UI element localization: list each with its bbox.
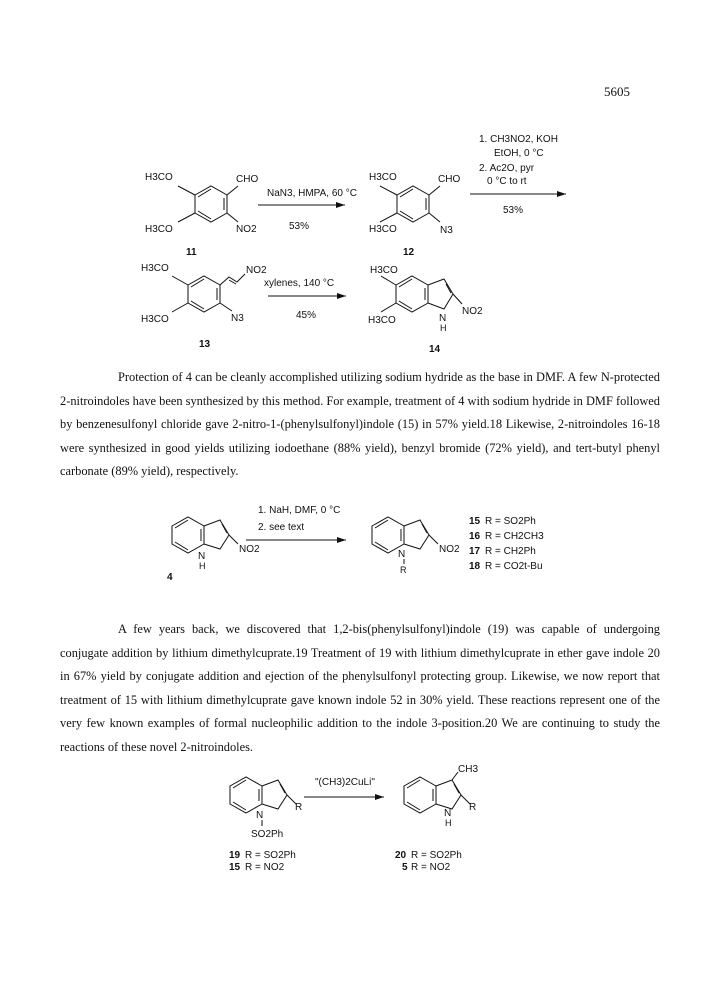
svg-text:R = CO2t-Bu: R = CO2t-Bu: [485, 561, 543, 572]
reagent-text: 2. see text: [258, 522, 305, 533]
reagent-text: 2. Ac2O, pyr: [479, 163, 535, 174]
svg-text:17: 17: [469, 546, 481, 557]
n3-label: N3: [440, 225, 453, 236]
benzene-ring-12: [397, 186, 429, 222]
paragraph-cuprate: A few years back, we discovered that 1,2-bis(phenylsulfonyl)indole (19) was capable of undergoing conjugate addition by lithium dimethylcuprate.19 Treatment of 19 with lithium dimethylcuprate in ether gave indole 20 in 67% yield by conjugate addition and ejection of the phenylsulfonyl protecting group. Likewise, we now report that treatment of 15 with lithium dimethylcuprate gave known indole 52 in 30% yield. These reactions represent one of the very few known examples of formal nucleophilic addition to the indole 3-position.20 We are continuing to study the reactions of these novel 2-nitroindoles.: [60, 622, 660, 754]
ome-label: H3CO: [145, 224, 173, 235]
yield-text: 45%: [296, 310, 317, 321]
compound-number: 13: [199, 339, 211, 350]
svg-text:R = NO2: R = NO2: [411, 862, 451, 873]
no2-label: NO2: [236, 224, 257, 235]
svg-text:R = NO2: R = NO2: [245, 862, 285, 873]
benzene-ring-product: [372, 517, 404, 553]
reagent-text: 1. NaH, DMF, 0 °C: [258, 505, 341, 516]
svg-text:20: 20: [395, 850, 407, 861]
ome-label: H3CO: [370, 265, 398, 276]
reagent-text: "(CH3)2CuLi": [315, 777, 375, 788]
product-list: [395, 850, 462, 873]
svg-text:R = SO2Ph: R = SO2Ph: [411, 850, 462, 861]
svg-text:15: 15: [229, 862, 241, 873]
svg-text:R = CH2CH3: R = CH2CH3: [485, 531, 544, 542]
compound-number: 12: [403, 247, 415, 258]
reagent-text: 1. CH3NO2, KOH: [479, 134, 558, 145]
arrowheads: [336, 191, 566, 299]
compound-number: 14: [429, 344, 441, 355]
no2-label: NO2: [439, 544, 460, 555]
benzene-ring-4: [172, 517, 204, 553]
compound-number: 11: [186, 247, 197, 258]
n-label: N: [256, 810, 264, 821]
svg-text:16: 16: [469, 531, 481, 542]
benzene-ring-20: [404, 777, 436, 813]
ome-label: H3CO: [369, 172, 397, 183]
benzene-ring-14: [396, 276, 428, 312]
svg-text:R = CH2Ph: R = CH2Ph: [485, 546, 536, 557]
reagent-text: 0 °C to rt: [487, 176, 527, 187]
n3-label: N3: [231, 313, 244, 324]
svg-text:R = SO2Ph: R = SO2Ph: [485, 516, 536, 527]
r-label: R: [400, 565, 407, 575]
ome-label: H3CO: [145, 172, 173, 183]
h-label: H: [445, 818, 452, 828]
svg-text:R = SO2Ph: R = SO2Ph: [245, 850, 296, 861]
cho-label: CHO: [236, 174, 259, 185]
yield-text: 53%: [503, 205, 524, 216]
benzene-ring-19: [230, 777, 262, 813]
product-list: [469, 516, 544, 572]
ome-label: H3CO: [141, 263, 169, 274]
yield-text: 53%: [289, 221, 310, 232]
ome-label: H3CO: [368, 315, 396, 326]
so2ph-label: SO2Ph: [251, 829, 284, 840]
svg-text:5: 5: [402, 862, 408, 873]
no2-label: NO2: [246, 265, 267, 276]
n-label: N: [398, 549, 406, 560]
reagent-text: NaN3, HMPA, 60 °C: [267, 188, 357, 199]
svg-text:19: 19: [229, 850, 241, 861]
ch3-label: CH3: [458, 764, 479, 775]
h-label: H: [199, 561, 206, 571]
benzene-ring-13: [188, 276, 220, 312]
reagent-text: xylenes, 140 °C: [264, 278, 335, 289]
reagent-text: EtOH, 0 °C: [494, 148, 544, 159]
r-label: R: [469, 802, 477, 813]
no2-label: NO2: [239, 544, 260, 555]
paragraph-protection: Protection of 4 can be cleanly accomplished utilizing sodium hydride as the base in DMF. A few N-protected 2-nitroindoles have been synthesized by this method. For example, treatment of 4 with sodium hydride in DMF followed by benzenesulfonyl chloride gave 2-nitro-1-(phenylsulfonyl)indole (15) in 57% yield.18 Likewise, 2-nitroindoles 16-18 were synthesized in good yields utilizing iodoethane (88% yield), benzyl bromide (72% yield), and tert-butyl phenyl carbonate (89% yield), respectively.: [60, 370, 660, 478]
ome-label: H3CO: [369, 224, 397, 235]
n-label: N: [444, 808, 452, 819]
cho-label: CHO: [438, 174, 461, 185]
no2-label: NO2: [462, 306, 483, 317]
n-label: N: [198, 551, 206, 562]
svg-text:15: 15: [469, 516, 481, 527]
compound-number: 4: [167, 572, 173, 583]
ome-label: H3CO: [141, 314, 169, 325]
svg-text:18: 18: [469, 561, 481, 572]
r-label: R: [295, 802, 303, 813]
h-label: H: [440, 323, 447, 333]
n-label: N: [439, 313, 447, 324]
benzene-ring-11: [195, 186, 227, 222]
page-number: 5605: [604, 84, 630, 99]
starting-material-list: [229, 850, 296, 873]
